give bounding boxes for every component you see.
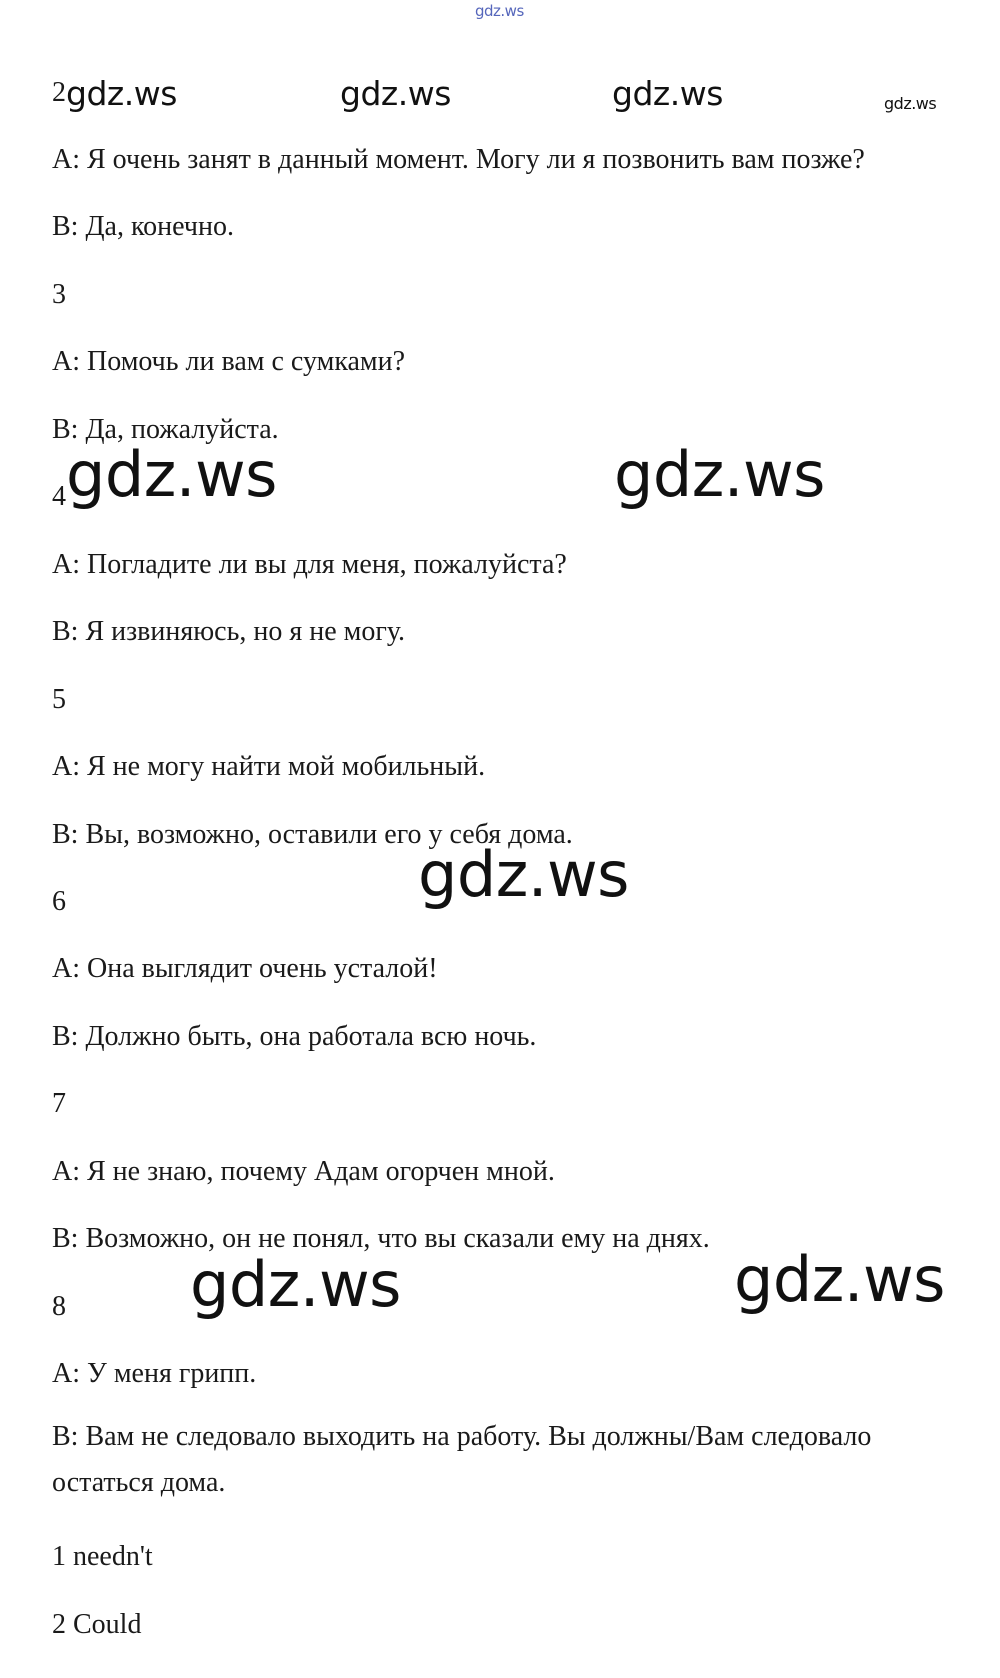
watermark: gdz.ws [340,74,451,113]
item-number: 7 [52,1088,66,1119]
dialogue-line-b: B: Да, пожалуйста. [52,414,279,445]
watermark: gdz.ws [612,74,723,113]
item-number: 4 [52,481,66,512]
answer-line: 2 Could [52,1609,142,1640]
watermark: gdz.ws [734,1243,945,1316]
dialogue-line-a: A: Помочь ли вам с сумками? [52,346,406,377]
watermark: gdz.ws [66,74,177,113]
item-number: 2 [52,77,66,108]
item-number: 3 [52,279,66,310]
watermark: gdz.ws [190,1248,401,1321]
watermark: gdz.ws [418,838,629,911]
watermark: gdz.ws [66,438,277,511]
answer-line: 1 needn't [52,1541,153,1572]
watermark: gdz.ws [614,438,825,511]
watermark: gdz.ws [884,94,937,113]
dialogue-line-a: A: Погладите ли вы для меня, пожалуйста? [52,549,567,580]
dialogue-line-b: B: Возможно, он не понял, что вы сказали ему на днях. [52,1223,710,1254]
dialogue-line-a: A: Я не знаю, почему Адам огорчен мной. [52,1156,555,1187]
dialogue-line-a: A: У меня грипп. [52,1358,257,1389]
item-number: 6 [52,886,66,917]
item-number: 5 [52,684,66,715]
dialogue-line-b: B: Да, конечно. [52,211,234,242]
dialogue-line-a: A: Она выглядит очень усталой! [52,953,438,984]
dialogue-line-a: A: Я не могу найти мой мобильный. [52,751,486,782]
dialogue-line-a: A: Я очень занят в данный момент. Могу ли я позвонить вам позже? [52,144,865,175]
watermark-top: gdz.ws [475,2,524,20]
dialogue-line-b: B: Вы, возможно, оставили его у себя дома. [52,819,573,850]
item-number: 8 [52,1291,66,1322]
dialogue-line-b: B: Вам не следовало выходить на работу. Вы должны/Вам следовало остаться дома. [52,1421,872,1498]
dialogue-line-b: B: Должно быть, она работала всю ночь. [52,1021,537,1052]
dialogue-line-b: B: Я извиняюсь, но я не могу. [52,616,406,647]
